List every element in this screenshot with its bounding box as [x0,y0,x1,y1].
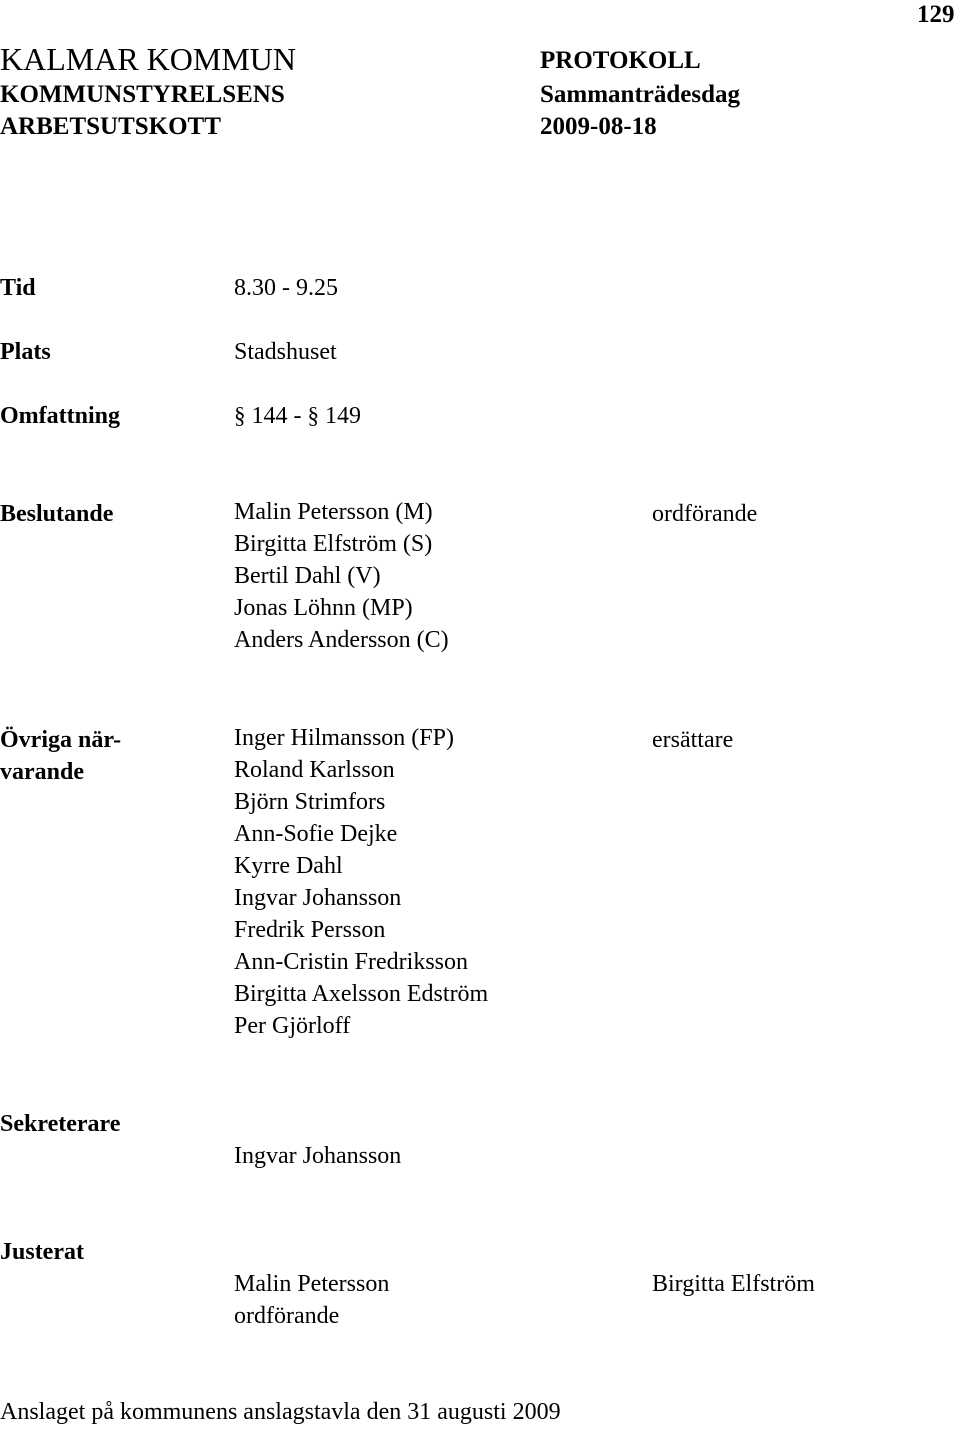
omfattning-from: 144 [251,403,288,429]
tid-label: Tid [0,275,36,301]
list-item: Ann-Sofie Dejke [234,821,398,847]
ovriga-list [234,722,488,1042]
signer1-role: ordförande [234,1303,340,1329]
section-symbol: § [307,403,319,428]
list-item: Björn Strimfors [234,789,386,815]
sekreterare-name: Ingvar Johansson [234,1143,402,1169]
list-item: Per Gjörloff [234,1013,351,1039]
org-subcommittee: ARBETSUTSKOTT [0,113,221,140]
list-item: Birgitta Axelsson Edström [234,981,489,1007]
org-name: KALMAR KOMMUN [0,41,297,77]
org-committee: KOMMUNSTYRELSENS [0,81,285,108]
beslutande-label: Beslutande [0,501,114,527]
plats-label: Plats [0,339,51,365]
list-item: Anders Andersson (C) [234,627,449,653]
ovriga-label-line1: Övriga när- [0,727,122,753]
list-item: Malin Petersson (M) [234,499,433,525]
omfattning-label: Omfattning [0,403,120,429]
omfattning-value [234,404,361,428]
omfattning-dash: - [293,403,302,429]
list-item: Ingvar Johansson [234,885,402,911]
list-item: Ann-Cristin Fredriksson [234,949,468,975]
signer1-name: Malin Petersson [234,1271,390,1297]
tid-value: 8.30 - 9.25 [234,275,338,301]
beslutande-list [234,496,449,656]
list-item: Kyrre Dahl [234,853,343,879]
plats-value: Stadshuset [234,339,337,365]
section-symbol: § [234,403,246,428]
list-item: Jonas Löhnn (MP) [234,595,413,621]
doc-type: PROTOKOLL [540,47,701,74]
justerat-label: Justerat [0,1239,84,1265]
list-item: Roland Karlsson [234,757,395,783]
ovriga-role: ersättare [652,727,734,753]
doc-date: 2009-08-18 [540,113,657,140]
list-item: Bertil Dahl (V) [234,563,381,589]
list-item: Inger Hilmansson (FP) [234,725,454,751]
signer2-name: Birgitta Elfström [652,1271,815,1297]
posting-notice: Anslaget på kommunens anslagstavla den 31 augusti 2009 [0,1399,561,1425]
sekreterare-label: Sekreterare [0,1111,121,1137]
beslutande-role: ordförande [652,501,758,527]
ovriga-label-line2: varande [0,759,84,785]
list-item: Birgitta Elfström (S) [234,531,433,557]
omfattning-to: 149 [325,403,361,429]
page-number: 129 [917,1,955,28]
doc-subtitle: Sammanträdesdag [540,81,741,108]
list-item: Fredrik Persson [234,917,386,943]
